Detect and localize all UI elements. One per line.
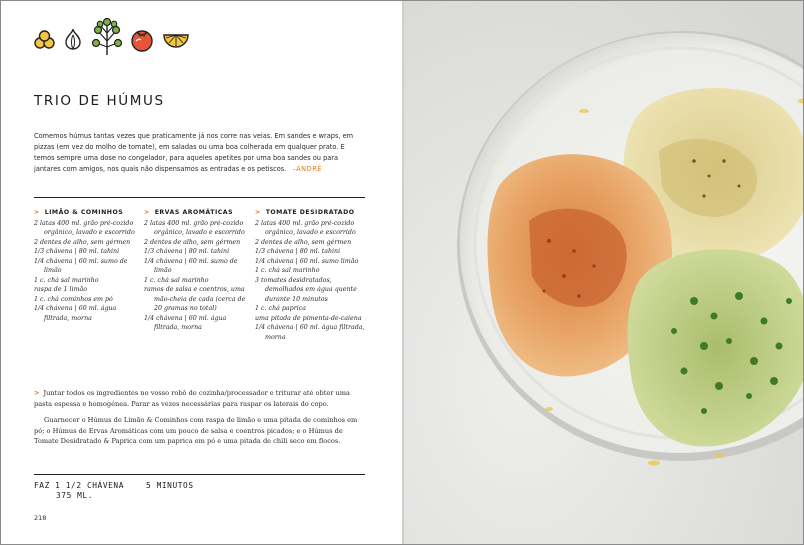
tomato-icon [129,26,155,52]
ingredient-line: 1 c. chá paprica [255,305,306,312]
ingredient-line: 2 latas 400 ml. grão pré-cozido orgânico, lavado e escorrido [34,219,135,236]
chevron-right-icon: > [34,389,40,397]
column-heading: > TOMATE DESIDRATADO [255,209,355,216]
ingredient-line: 1 c. chá sal marinho [34,276,99,284]
ingredient-line: 1/3 chávena | 80 ml. tahini [34,248,120,255]
chevron-right-icon: > [34,209,40,216]
herbs-icon [90,17,124,57]
ingredient-line: 2 latas 400 ml. grão pré-cozido orgânico, lavado e escorrido [144,219,245,236]
ingredient-line: 2 dentes de alho, sem gérmen [34,238,131,246]
chevron-right-icon: > [255,209,261,216]
lemon-slice-icon [162,31,190,49]
ingredient-line: 1/4 chávena | 60 ml. sumo de limão [34,257,128,274]
ingredient-line: 1/3 chávena | 80 ml. tahini [255,248,341,255]
left-page [1,1,403,544]
ingredient-line: 1/4 chávena | 60 ml. sumo limão [255,257,359,265]
hummus-plate-photo [404,1,803,544]
chevron-right-icon: > [144,209,150,216]
ingredients-column-lemon-cumin [34,208,139,323]
intro-text: Comemos húmus tantas vezes que praticamente já nos corre nas veias. Em sandes e wraps, em pizzas (em vez do molho de tomate), em saladas ou uma boa colherada em qualquer prato. E temos sempre uma dose no congelador, para aqueles apetites por uma boa sandes ou para jantares com amigos, nos quais não dispensamos as entradas e os petiscos. [34,132,354,173]
ingredients-column-dried-tomato [255,208,367,342]
column-heading: > ERVAS AROMÁTICAS [144,209,234,216]
ingredient-line: 2 dentes de alho, sem gérmen [144,238,241,246]
ingredient-line: 1/4 chávena | 60 ml. sumo de limão [144,257,238,274]
ingredient-line: uma pitada de pimenta-de-caiena [255,314,362,322]
method-step: Guarnecer o Húmus de Limão & Cominhos com raspa de limão e uma pitada de cominhos em pó; o Húmus de Ervas Aromáticas com um pouco de salsa e coentros picados; e o Húmus de Tomate Desidratado & Paprica com um paprica em pó e uma pitada de chili seco em flocos. [34,416,358,446]
column-heading: > LIMÃO & COMINHOS [34,209,124,216]
garlic-icon [62,27,84,51]
recipe-title: TRIO DE HÚMUS [34,93,165,109]
intro-paragraph [34,131,364,175]
bottom-divider [34,474,365,475]
chickpeas-icon [34,29,56,51]
ingredient-line: ramos de salsa e coentros, uma mão-cheia de cada (cerca de 20 gramas no total) [144,286,246,312]
method-step: > Juntar todos os ingredientes no vosso robô de cozinha/processador e triturar até obter uma pasta espessa e homogénea. Parar as vezes necessárias para raspar os laterais do copo. [34,389,350,408]
method-section [34,388,366,453]
ingredient-line: 1/4 chávena | 60 ml. água filtrada, morna [255,324,365,341]
ingredient-line: 1/4 chávena | 60 ml. água filtrada, morna [34,305,117,322]
prep-time: 5 MINUTOS [146,481,194,490]
ingredient-line: 1 c. chá sal marinho [144,276,209,284]
ingredients-column-herbs [144,208,252,333]
right-page-photo [404,1,803,544]
ingredient-line: 1 c. chá cominhos em pó [34,295,113,303]
ingredient-line: 2 dentes de alho, sem gérmen [255,238,352,246]
page-number: 218 [34,514,47,522]
ingredient-line: 1/3 chávena | 80 ml. tahini [144,248,230,255]
ingredient-line: 1/4 chávena | 60 ml. água filtrada, morna [144,314,227,331]
ingredient-line: 1 c. chá sal marinho [255,267,320,274]
ingredient-icons [34,19,194,59]
yield-volume: 375 ML. [56,491,94,500]
yield-amount: FAZ 1 1/2 CHÁVENA [34,481,124,490]
ingredient-line: 3 tomates desidratados, demolhados em água quente durante 10 minutos [255,276,357,303]
ingredient-line: raspa de 1 limão [34,286,88,293]
ingredient-line: 2 latas 400 ml. grão pré-cozido orgânico, lavado e escorrido [255,219,356,236]
yield-info [34,481,124,501]
top-divider [34,197,365,198]
intro-author: –ANDRÉ [292,165,322,173]
